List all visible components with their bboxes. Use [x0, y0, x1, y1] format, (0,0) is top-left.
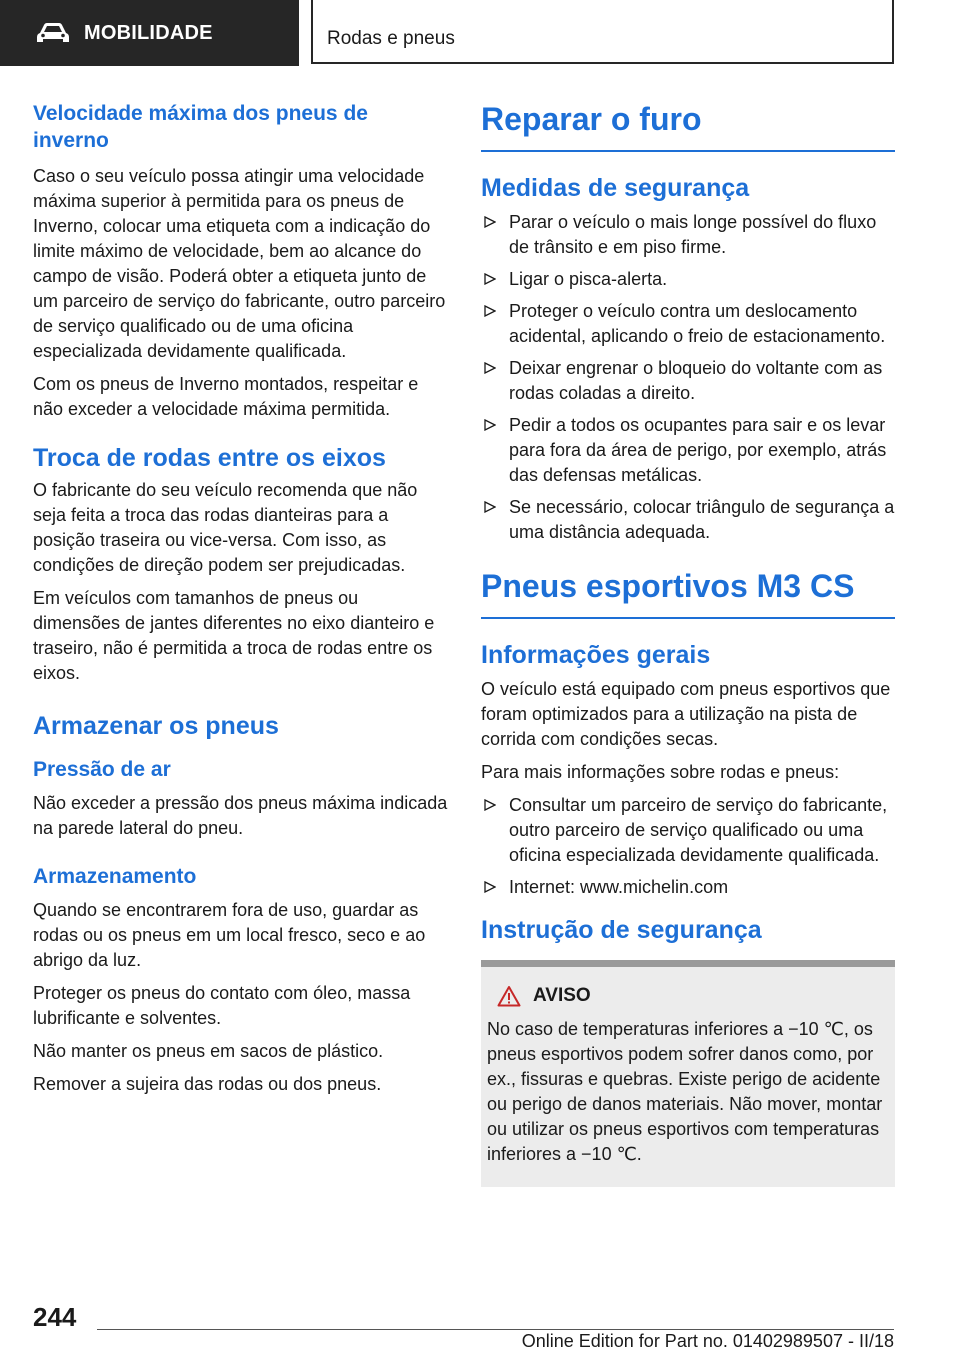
right-column	[481, 100, 895, 1187]
paragraph: Remover a sujeira das rodas ou dos pneus.	[33, 1074, 382, 1094]
heading-safety-instruction: Instrução de segurança	[481, 916, 762, 944]
info-steps-list	[481, 793, 895, 900]
car-icon	[36, 22, 70, 44]
paragraph: Quando se encontrarem fora de uso, guardar as rodas ou os pneus em um local fresco, seco e ao abrigo da luz.	[33, 900, 426, 970]
warning-triangle-icon	[497, 985, 521, 1007]
section-tab	[0, 0, 299, 66]
footer-divider	[97, 1329, 894, 1330]
heading-repair-puncture: Reparar o furo	[481, 100, 895, 152]
heading-store-tires: Armazenar os pneus	[33, 712, 279, 740]
bullet-triangle-icon	[484, 273, 496, 285]
heading-safety-measures: Medidas de segurança	[481, 174, 750, 202]
warning-header	[487, 985, 885, 1007]
paragraph: Em veículos com tamanhos de pneus ou dimensões de jantes diferentes no eixo dianteiro e traseiro, não é permitida a troca de rodas entre os eixos.	[33, 588, 435, 683]
list-item: Ligar o pisca-alerta.	[481, 267, 895, 292]
list-item: Pedir a todos os ocupantes para sair e os levar para fora da área de perigo, por exemplo, atrás das defensas metálicas.	[481, 413, 895, 488]
paragraph: Para mais informações sobre rodas e pneus:	[481, 762, 840, 782]
bullet-triangle-icon	[484, 216, 496, 228]
list-item: Parar o veículo o mais longe possível do fluxo de trânsito e em piso firme.	[481, 210, 895, 260]
heading-sport-tires: Pneus esportivos M3 CS	[481, 567, 895, 619]
warning-title: AVISO	[533, 985, 591, 1006]
safety-steps-list	[481, 210, 895, 545]
list-item: Se necessário, colocar triângulo de segurança a uma distância adequada.	[481, 495, 895, 545]
paragraph: Com os pneus de Inverno montados, respeitar e não exceder a velocidade máxima permitida.	[33, 374, 419, 419]
heading-air-pressure: Pressão de ar	[33, 758, 171, 781]
left-column	[33, 100, 448, 1105]
bullet-triangle-icon	[484, 501, 496, 513]
chapter-title: Rodas e pneus	[327, 28, 455, 49]
paragraph: Caso o seu veículo possa atingir uma velocidade máxima superior à permitida para os pneus de Inverno, colocar uma etiqueta com a indicação do limite máximo de velocidade, bem ao alcance do campo de visão. Poderá obter a etiqueta junto de um parceiro de serviço do fabricante, outro parceiro de serviço qualificado ou de uma oficina especializada devidamente qualificada.	[33, 166, 446, 361]
warning-box	[481, 960, 895, 1187]
list-item: Consultar um parceiro de serviço do fabricante, outro parceiro de serviço qualificado ou uma oficina especializada devidamente qualificada.	[481, 793, 895, 868]
bullet-triangle-icon	[484, 362, 496, 374]
bullet-triangle-icon	[484, 881, 496, 893]
bullet-triangle-icon	[484, 799, 496, 811]
page-number: 244	[33, 1302, 77, 1332]
bullet-triangle-icon	[484, 305, 496, 317]
paragraph: Não manter os pneus em sacos de plástico.	[33, 1041, 384, 1061]
chapter-header	[311, 0, 894, 64]
paragraph: O veículo está equipado com pneus esportivos que foram optimizados para a utilização na pista de corrida com condições secas.	[481, 679, 891, 749]
footer-edition: Online Edition for Part no. 01402989507 - II/18	[521, 1331, 894, 1351]
heading-storage: Armazenamento	[33, 865, 197, 888]
paragraph: Proteger os pneus do contato com óleo, massa lubrificante e solventes.	[33, 983, 411, 1028]
paragraph: O fabricante do seu veículo recomenda que não seja feita a troca das rodas dianteiras para a posição traseira ou vice-versa. Com isso, as condições de direção podem ser prejudicadas.	[33, 480, 418, 575]
list-item: Internet: www.michelin.com	[481, 875, 895, 900]
section-label: MOBILIDADE	[84, 21, 213, 44]
list-item: Proteger o veículo contra um deslocamento acidental, aplicando o freio de estacionamento.	[481, 299, 895, 349]
list-item: Deixar engrenar o bloqueio do voltante com as rodas coladas a direito.	[481, 356, 895, 406]
heading-swap-wheels: Troca de rodas entre os eixos	[33, 444, 386, 472]
paragraph: Não exceder a pressão dos pneus máxima indicada na parede lateral do pneu.	[33, 793, 448, 838]
heading-winter-speed: Velocidade máxima dos pneus de inverno	[33, 102, 368, 152]
heading-general-info: Informações gerais	[481, 641, 711, 669]
bullet-triangle-icon	[484, 419, 496, 431]
warning-text: No caso de temperaturas inferiores a −10 ℃, os pneus esportivos podem sofrer danos como, por ex., fissuras e quebras. Existe perigo de acidente ou perigo de danos materiais. Não mover, montar ou utilizar os pneus esportivos com temperaturas inferiores a −10 ℃.	[487, 1019, 883, 1164]
